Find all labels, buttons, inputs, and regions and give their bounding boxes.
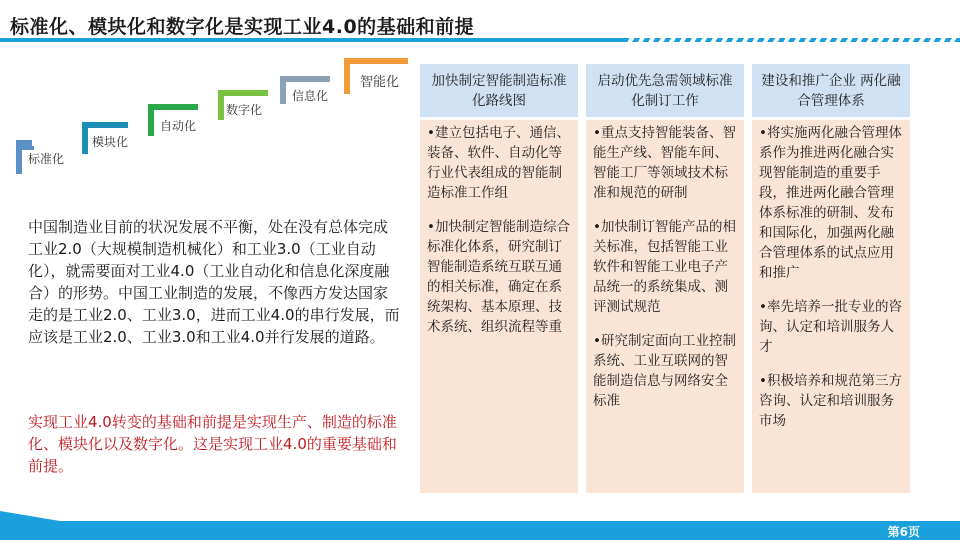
step-modularization <box>82 122 128 154</box>
column-priority-standards <box>586 64 744 493</box>
bullet-item: •将实施两化融合管理体系作为推进两化融合实现智能制造的重要手段，推进两化融合管理体系标准的研制、发布和国际化，加强两化融合管理体系的试点应用和推广 <box>759 125 902 281</box>
step-label-2: 自动化 <box>160 119 197 133</box>
step-automation <box>148 104 198 136</box>
step-standardization <box>16 140 64 174</box>
column-header: 启动优先急需领域标准化制订工作 <box>586 64 744 117</box>
title-stripes <box>625 38 960 42</box>
step-label-3: 数字化 <box>226 103 263 117</box>
bullet-item: •研究制定面向工业控制系统、工业互联网的智能制造信息与网络安全标准 <box>593 333 736 409</box>
column-roadmap <box>420 64 578 493</box>
highlight-paragraph: 实现工业4.0转变的基础和前提是实现生产、制造的标准化、模块化以及数字化。这是实现工业4.0的重要基础和前提。 <box>28 413 397 475</box>
main-paragraph <box>28 216 400 348</box>
main-paragraph-text: 中国制造业目前的状况发展不平衡，处在没有总体完成工业2.0（大规模制造机械化）和工业3.0（工业自动化），就需要面对工业4.0（工业自动化和信息化深度融合）的形势。中国工业制造的发展，不像西方发达国家走的是工业2.0、工业3.0，进而工业4.0的串行发展，而应该是工业2.0、工业3.0和工业4.0并行发展的道路。 <box>28 218 400 346</box>
bullet-item: •积极培养和规范第三方咨询、认定和培训服务市场 <box>759 373 902 429</box>
step-label-5: 智能化 <box>360 75 400 90</box>
column-body <box>586 120 744 493</box>
bullet-item: •率先培养一批专业的咨询、认定和培训服务人才 <box>759 299 902 355</box>
step-label-0: 标准化 <box>28 152 65 166</box>
footer-accent <box>0 511 60 521</box>
staircase-diagram <box>10 50 415 190</box>
bullet-item: •建立包括电子、通信、装备、软件、自动化等行业代表组成的智能制造标准工作组 <box>427 125 570 201</box>
bullet-item: •加快制订智能产品的相关标准，包括智能工业软件和智能工业电子产品统一的系统集成、测评测试规范 <box>593 219 736 315</box>
column-body <box>752 120 910 493</box>
column-header: 建设和推广企业 两化融合管理体系 <box>752 64 910 117</box>
footer-bar <box>0 521 960 540</box>
page-title: 标准化、模块化和数字化是实现工业4.0的基础和前提 <box>10 16 475 38</box>
step-intelligentization <box>344 58 408 94</box>
column-management-system <box>752 64 910 493</box>
column-body <box>420 120 578 493</box>
step-label-1: 模块化 <box>92 135 129 149</box>
page-number: 第6页 <box>887 525 920 539</box>
column-header: 加快制定智能制造标准化路线图 <box>420 64 578 117</box>
title-underline <box>0 38 625 42</box>
bullet-item: •重点支持智能装备、智能生产线、智能车间、智能工厂等领域技术标准和规范的研制 <box>593 125 736 201</box>
step-informatization <box>280 76 330 104</box>
step-digitization <box>218 90 268 120</box>
step-label-4: 信息化 <box>292 89 329 103</box>
bullet-item: •加快制定智能制造综合标准化体系，研究制订智能制造系统互联互通的相关标准，确定在系统架构、基本原理、技术系统、组织流程等重 <box>427 219 570 335</box>
